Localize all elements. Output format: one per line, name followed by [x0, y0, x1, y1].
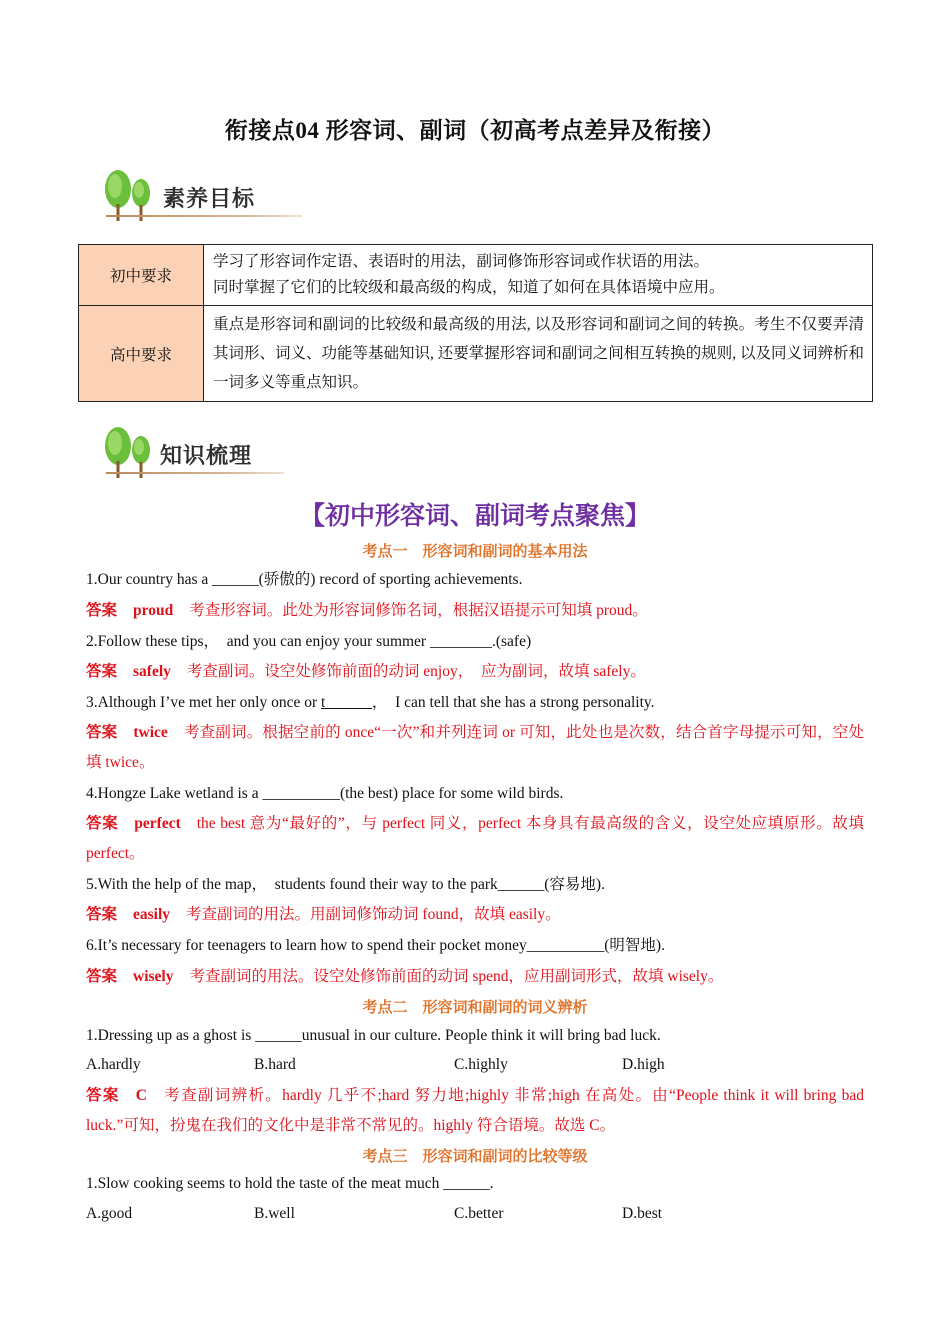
answer-explanation: 考查副词的用法。用副词修饰动词 found，故填 easily。 [186, 906, 561, 923]
question-text: 1.Slow cooking seems to hold the taste of the meat much ______. [86, 1175, 494, 1192]
main-heading: 【初中形容词、副词考点聚焦】 [299, 501, 650, 530]
option: B.hard [254, 1056, 296, 1073]
kaodian-heading: 考点一 形容词和副词的基本用法 [362, 542, 588, 560]
answer-word: twice [133, 724, 168, 741]
section-underline [106, 472, 284, 474]
option: B.well [254, 1205, 295, 1222]
question-text: 1.Our country has a ______(骄傲的) record of sporting achievements. [86, 571, 523, 588]
answer-line [86, 962, 864, 992]
table-row [79, 306, 873, 402]
section-header-knowledge [96, 425, 306, 481]
question-part: ， I can tell that she has a strong personality. [371, 694, 655, 711]
question-blank: t______ [321, 694, 372, 711]
answer-line [86, 809, 864, 869]
kaodian-heading: 考点三 形容词和副词的比较等级 [362, 1147, 588, 1165]
answer-word: C [135, 1087, 147, 1104]
answer-word: wisely [133, 968, 174, 985]
option: A.good [86, 1205, 133, 1222]
kaodian-heading: 考点二 形容词和副词的词义辨析 [362, 998, 588, 1016]
option: D.high [622, 1056, 665, 1073]
answer-explanation: the best 意为“最好的”，与 perfect 同义，perfect 本身具有最高级的含义，设空处应填原形。故填 perfect。 [86, 815, 864, 862]
option: A.hardly [86, 1056, 141, 1073]
option: D.best [622, 1205, 663, 1222]
answer-explanation: 考查副词。根据空前的 once“一次”和并列连词 or 可知，此处也是次数，结合首字母提示可知，空处填 twice。 [86, 724, 864, 771]
answer-line [86, 718, 864, 778]
section-label: 知识梳理 [160, 444, 253, 469]
option: C.better [454, 1205, 504, 1222]
row-content: 重点是形容词和副词的比较级和最高级的用法, 以及形容词和副词之间的转换。考生不仅要弄清其词形、词义、功能等基础知识, 还要掌握形容词和副词之间相互转换的规则, 以及同义词辨析和一词多义等重点知识。 [204, 306, 873, 402]
answer-label: 答案 [86, 968, 118, 985]
content-line: 同时掌握了它们的比较级和最高级的构成，知道了如何在具体语境中应用。 [213, 279, 725, 296]
content-line: 学习了形容词作定语、表语时的用法，副词修饰形容词或作状语的用法。 [213, 253, 710, 270]
answer-line [86, 900, 864, 930]
answer-label: 答案 [86, 906, 118, 923]
answer-line [86, 1081, 864, 1141]
section-underline [106, 215, 302, 217]
answer-explanation: 考查副词。设空处修饰前面的动词 enjoy， 应为副词，故填 safely。 [186, 663, 646, 680]
answer-word: proud [133, 602, 174, 619]
answer-label: 答案 [86, 663, 118, 680]
answer-explanation: 考查副词的用法。设空处修饰前面的动词 spend，应用副词形式，故填 wisely。 [189, 968, 724, 985]
question-text: 2.Follow these tips， and you can enjoy your summer ________.(safe) [86, 633, 532, 650]
answer-line [86, 596, 864, 626]
question-text: 1.Dressing up as a ghost is ______unusual in our culture. People think it will bring bad luck. [86, 1027, 661, 1044]
option: C.highly [454, 1056, 508, 1073]
section-label: 素养目标 [163, 187, 256, 212]
table-row [79, 245, 873, 306]
answer-line [86, 657, 864, 687]
row-label: 初中要求 [79, 245, 204, 306]
answer-label: 答案 [86, 602, 118, 619]
answer-word: easily [133, 906, 171, 923]
answer-word: safely [133, 663, 171, 680]
answer-label: 答案 [86, 1087, 120, 1104]
question-text [86, 688, 864, 718]
page-title: 衔接点04 形容词、副词（初高考点差异及衔接） [224, 118, 726, 143]
row-label: 高中要求 [79, 306, 204, 402]
section-header-goals [96, 168, 306, 224]
row-content [204, 245, 873, 306]
answer-label: 答案 [86, 815, 119, 832]
question-part: 3.Although I’ve met her only once or [86, 694, 322, 711]
answer-word: perfect [134, 815, 181, 832]
answer-explanation: 考查副词辨析。hardly 几乎不;hard 努力地;highly 非常;high 在高处。由“People think it will bring bad luck.”可知，扮鬼在我们的文化中是非常不常见的。highly 符合语境。故选 C。 [86, 1087, 864, 1134]
goals-table [78, 244, 873, 402]
answer-explanation: 考查形容词。此处为形容词修饰名词，根据汉语提示可知填 proud。 [189, 602, 648, 619]
question-text: 6.It’s necessary for teenagers to learn how to spend their pocket money__________(明智地). [86, 937, 665, 954]
answer-label: 答案 [86, 724, 118, 741]
question-text: 4.Hongze Lake wetland is a __________(the best) place for some wild birds. [86, 785, 564, 802]
question-text: 5.With the help of the map， students found their way to the park______(容易地). [86, 876, 605, 893]
